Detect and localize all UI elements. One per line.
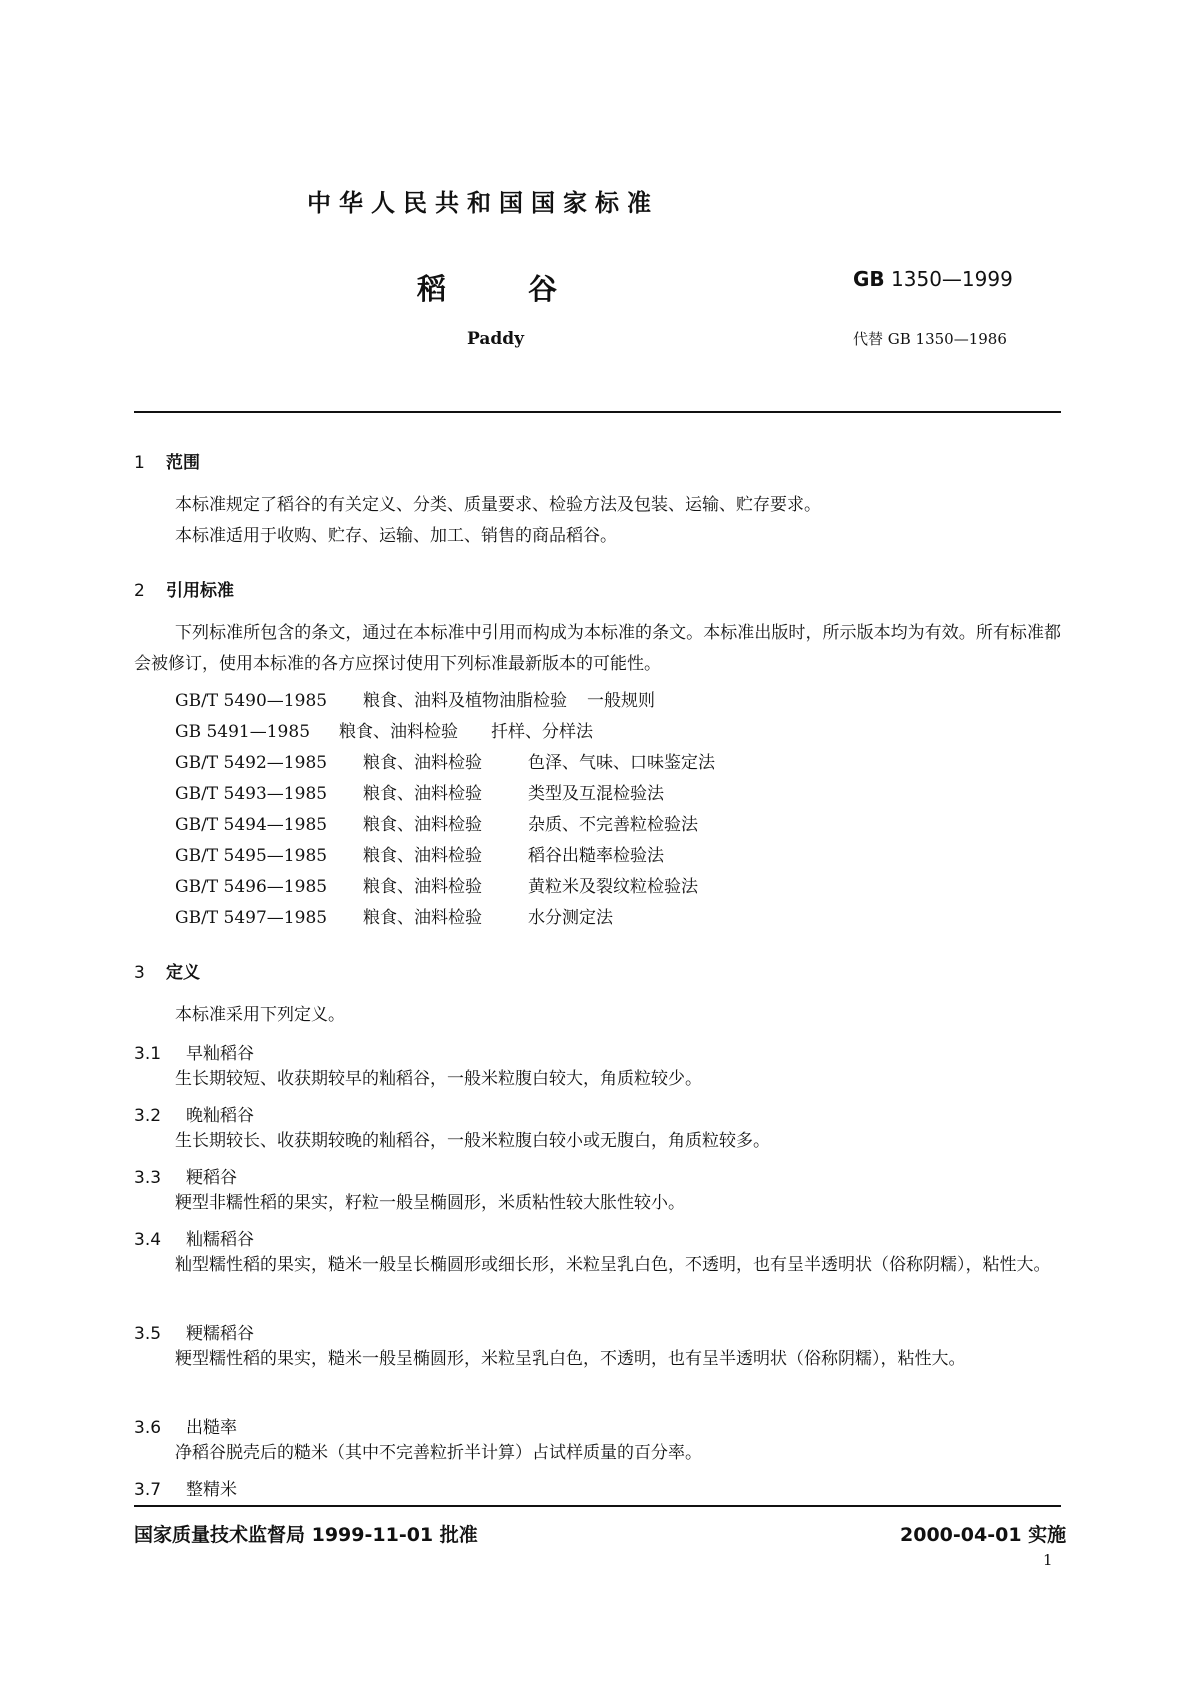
definition-heading: 3.4 籼糯稻谷 (134, 1230, 254, 1250)
paragraph: 本标准采用下列定义。 (175, 1005, 345, 1025)
definition-heading: 3.3 粳稻谷 (134, 1168, 237, 1188)
section-title: 范围 (166, 453, 200, 473)
national-standard-title: 中华人民共和国国家标准 (307, 189, 659, 217)
definition-text: 粳型糯性稻的果实，糙米一般呈椭圆形，米粒呈乳白色，不透明，也有呈半透明状（俗称阴糯），粘性大。 (175, 1349, 966, 1369)
paragraph: 本标准规定了稻谷的有关定义、分类、质量要求、检验方法及包装、运输、贮存要求。 (175, 495, 821, 515)
definition-heading: 3.6 出糙率 (134, 1418, 237, 1438)
section-heading-3 (134, 958, 200, 983)
definition-text: 粳型非糯性稻的果实，籽粒一般呈椭圆形，米质粘性较大胀性较小。 (175, 1193, 685, 1213)
standard-code (853, 267, 1013, 291)
paragraph: 下列标准所包含的条文，通过在本标准中引用而构成为本标准的条文。本标准出版时，所示版本均为有效。所有标准都会被修订，使用本标准的各方应探讨使用下列标准最新版本的可能性。 (134, 623, 1061, 674)
reference-item: GB/T 5490—1985 粮食、油料及植物油脂检验 一般规则 (175, 691, 655, 711)
reference-item: GB 5491—1985 粮食、油料检验 扦样、分样法 (175, 722, 593, 742)
section-heading-1 (134, 448, 200, 473)
definition-text: 生长期较短、收获期较早的籼稻谷，一般米粒腹白较大，角质粒较少。 (175, 1069, 702, 1089)
paragraph: 本标准适用于收购、贮存、运输、加工、销售的商品稻谷。 (175, 526, 617, 546)
replaces-standard: 代替 GB 1350—1986 (853, 330, 1007, 348)
reference-item: GB/T 5492—1985 粮食、油料检验 色泽、气味、口味鉴定法 (175, 753, 715, 773)
reference-item: GB/T 5494—1985 粮食、油料检验 杂质、不完善粒检验法 (175, 815, 698, 835)
section-title: 引用标准 (166, 581, 234, 601)
standard-title: 稻谷 (417, 272, 640, 306)
section-title: 定义 (166, 963, 200, 983)
footer-divider (134, 1505, 1061, 1507)
definition-heading: 3.5 粳糯稻谷 (134, 1324, 254, 1344)
section-number: 2 (134, 581, 145, 601)
approval-line: 国家质量技术监督局 1999-11-01 批准 (134, 1524, 478, 1546)
page-number: 1 (1043, 1551, 1053, 1569)
section-heading-2 (134, 576, 234, 601)
definition-text: 籼型糯性稻的果实，糙米一般呈长椭圆形或细长形，米粒呈乳白色，不透明，也有呈半透明状（俗称阴糯），粘性大。 (175, 1255, 1051, 1275)
definition-heading: 3.2 晚籼稻谷 (134, 1106, 254, 1126)
reference-item: GB/T 5496—1985 粮食、油料检验 黄粒米及裂纹粒检验法 (175, 877, 698, 897)
section-number: 1 (134, 453, 145, 473)
standard-english-title: Paddy (467, 329, 524, 349)
definition-text: 净稻谷脱壳后的糙米（其中不完善粒折半计算）占试样质量的百分率。 (175, 1443, 702, 1463)
reference-item: GB/T 5493—1985 粮食、油料检验 类型及互混检验法 (175, 784, 664, 804)
definition-heading: 3.7 整精米 (134, 1480, 237, 1500)
effective-date: 2000-04-01 实施 (900, 1524, 1067, 1546)
standard-code-prefix: GB (853, 267, 885, 291)
header-divider (134, 411, 1061, 413)
section-number: 3 (134, 963, 145, 983)
definition-text: 生长期较长、收获期较晚的籼稻谷，一般米粒腹白较小或无腹白，角质粒较多。 (175, 1131, 770, 1151)
definition-heading: 3.1 早籼稻谷 (134, 1044, 254, 1064)
standard-code-number: 1350—1999 (891, 267, 1013, 291)
reference-item: GB/T 5495—1985 粮食、油料检验 稻谷出糙率检验法 (175, 846, 664, 866)
reference-item: GB/T 5497—1985 粮食、油料检验 水分测定法 (175, 908, 613, 928)
